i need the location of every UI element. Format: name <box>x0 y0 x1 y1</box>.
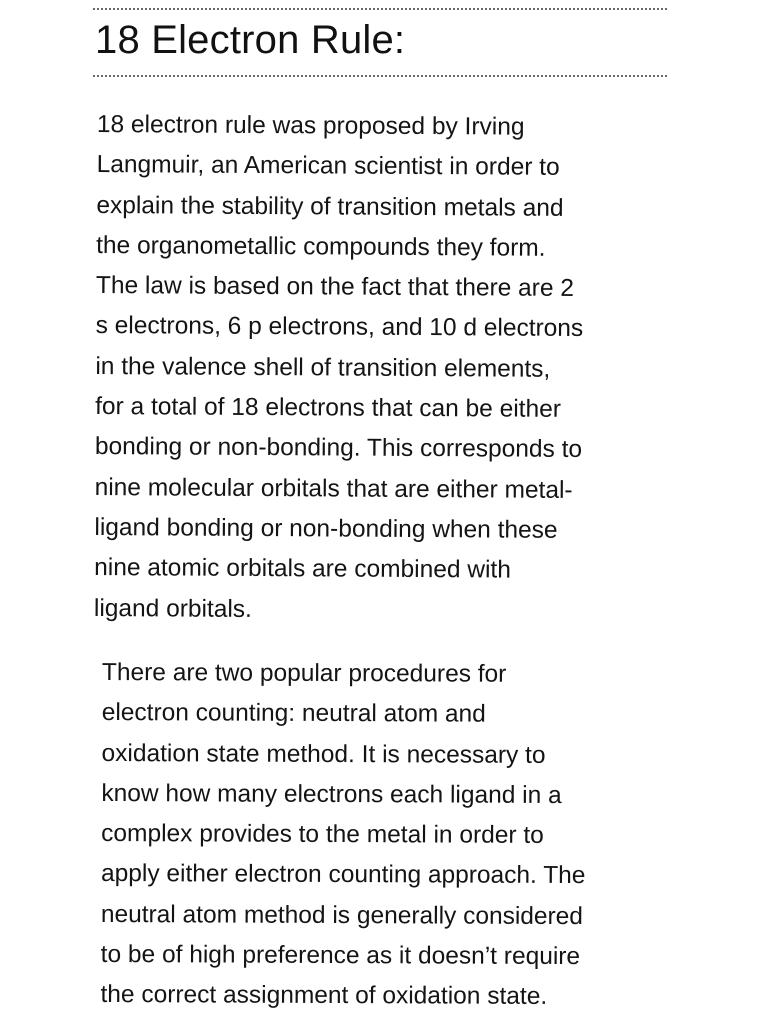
paragraph-line: s electrons, 6 p electrons, and 10 d electrons <box>95 312 584 343</box>
paragraph-line: Langmuir, an American scientist in order to <box>96 151 560 182</box>
paragraph-line: electron counting: neutral atom and <box>101 699 486 728</box>
paragraph-line: bonding or non-bonding. This corresponds to <box>94 433 583 464</box>
paragraph-line: ligand orbitals. <box>93 594 252 623</box>
title-dotted-divider <box>93 75 667 77</box>
paragraph-1 <box>94 105 585 632</box>
paragraph-line: oxidation state method. It is necessary to <box>101 739 546 769</box>
top-dotted-divider <box>93 8 667 10</box>
paragraph-line: neutral atom method is generally considered <box>100 900 584 930</box>
paragraph-line: complex provides to the metal in order to <box>101 820 544 850</box>
paragraph-line: the organometallic compounds they form. <box>96 231 546 262</box>
paragraph-line: for a total of 18 electrons that can be either <box>95 393 562 423</box>
paragraph-line: apply either electron counting approach. The <box>100 860 586 890</box>
paragraph-line: The law is based on the fact that there are 2 <box>95 272 575 303</box>
paragraph-line: the correct assignment of oxidation state. <box>100 981 548 1011</box>
paragraph-line: There are two popular procedures for <box>101 658 507 688</box>
paragraph-line: ligand bonding or non-bonding when these <box>94 513 558 544</box>
paragraph-line: in the valence shell of transition elements, <box>95 352 551 383</box>
paragraph-line: know how many electrons each ligand in a <box>101 779 562 809</box>
paragraph-line: explain the stability of transition metals and <box>96 191 564 222</box>
page-title: 18 Electron Rule: <box>95 18 406 62</box>
paragraph-line: 18 electron rule was proposed by Irving <box>96 110 525 141</box>
paragraph-line: nine molecular orbitals that are either metal- <box>94 473 573 504</box>
paragraph-2 <box>100 653 586 1018</box>
paragraph-line: to be of high preference as it doesn’t require <box>100 941 581 971</box>
paragraph-line: nine atomic orbitals are combined with <box>94 554 511 584</box>
